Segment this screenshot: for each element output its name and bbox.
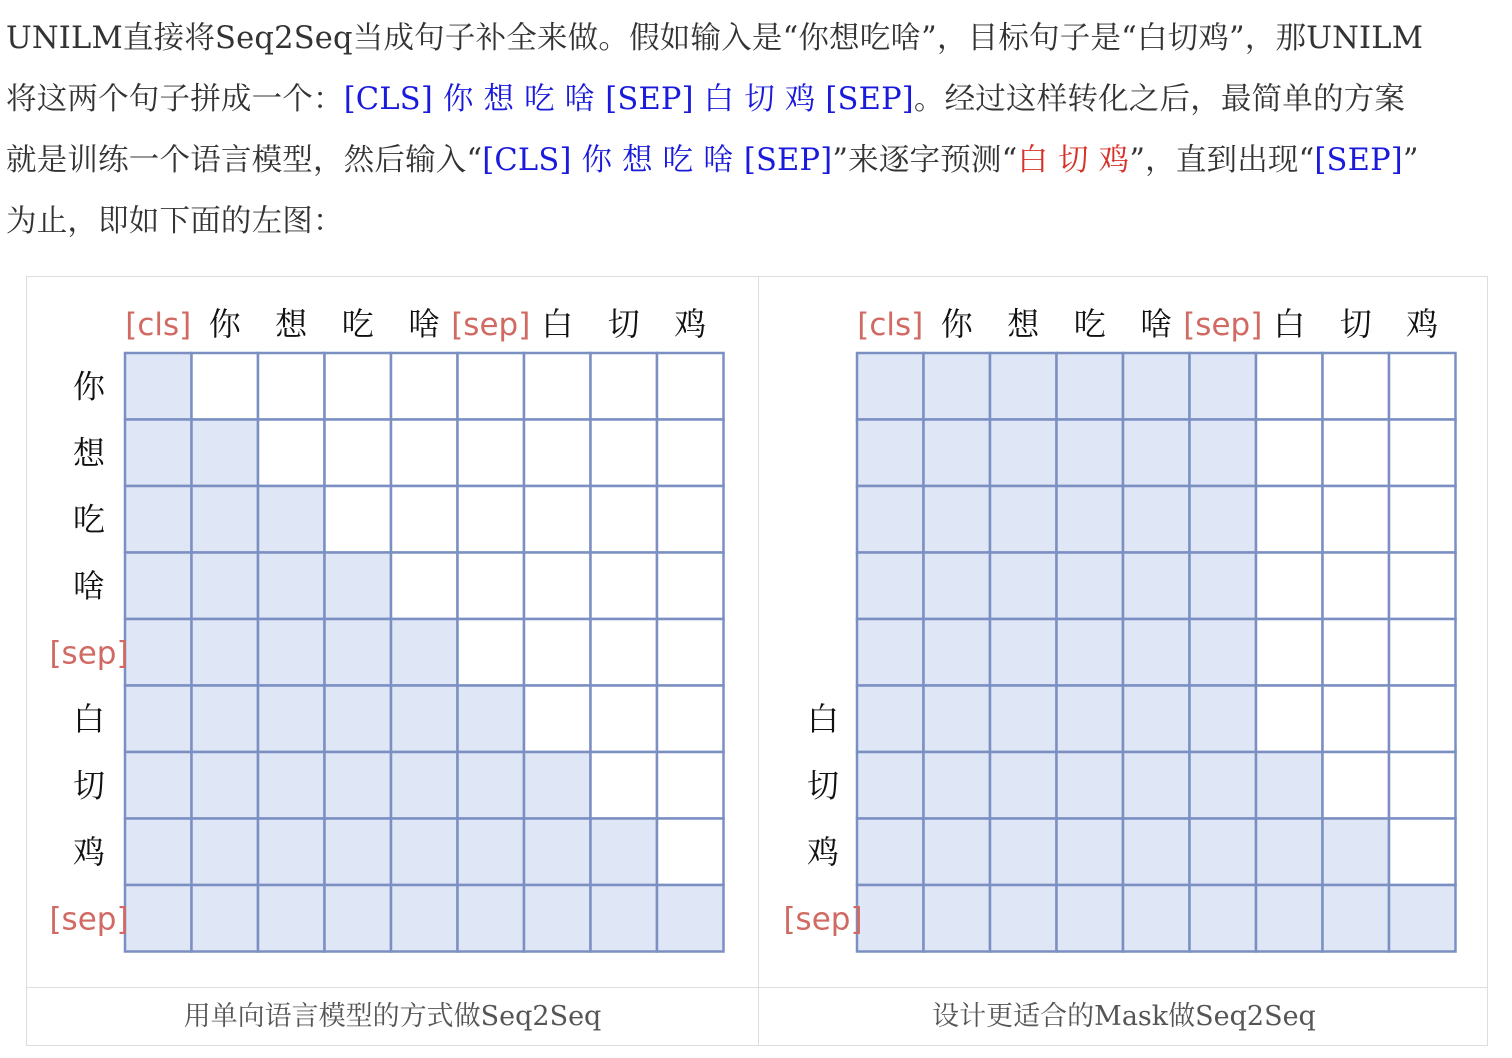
- mask-cell-visible: [990, 619, 1057, 686]
- mask-cell-visible: [990, 819, 1057, 886]
- mask-cell-visible: [125, 752, 192, 819]
- mask-cell-masked: [1256, 553, 1323, 620]
- row-label: [sep]: [783, 901, 863, 938]
- mask-cell-masked: [591, 353, 658, 420]
- mask-cell-masked: [1389, 486, 1456, 553]
- paragraph-line-2: [6, 69, 1510, 130]
- column-label: 啥: [1140, 305, 1173, 343]
- mask-cell-visible: [857, 819, 924, 886]
- mask-cell-visible: [857, 353, 924, 420]
- mask-cell-visible: [125, 353, 192, 420]
- mask-cell-visible: [125, 619, 192, 686]
- mask-cell-visible: [1123, 819, 1190, 886]
- mask-cell-visible: [857, 686, 924, 753]
- mask-cell-visible: [924, 885, 991, 952]
- mask-cell-visible: [391, 619, 458, 686]
- paragraph-text: 将这两个句子拼成一个：: [6, 82, 344, 117]
- figure: [26, 276, 1488, 1046]
- mask-cell-visible: [125, 885, 192, 952]
- mask-cell-visible: [1057, 553, 1124, 620]
- mask-cell-visible: [990, 353, 1057, 420]
- mask-cell-visible: [924, 619, 991, 686]
- mask-cell-visible: [924, 752, 991, 819]
- mask-cell-masked: [192, 353, 259, 420]
- mask-cell-visible: [1256, 885, 1323, 952]
- mask-cell-visible: [458, 686, 525, 753]
- mask-cell-visible: [1123, 752, 1190, 819]
- mask-cell-masked: [258, 420, 325, 487]
- mask-cell-masked: [1389, 420, 1456, 487]
- paragraph-text: ”: [1402, 143, 1419, 178]
- mask-cell-visible: [990, 686, 1057, 753]
- mask-cell-masked: [1323, 686, 1390, 753]
- row-label: 白: [72, 699, 106, 738]
- mask-cell-masked: [524, 619, 591, 686]
- mask-cell-visible: [258, 619, 325, 686]
- mask-cell-masked: [1389, 619, 1456, 686]
- mask-cell-visible: [1323, 819, 1390, 886]
- mask-cell-visible: [1057, 686, 1124, 753]
- mask-cell-masked: [657, 353, 724, 420]
- mask-cell-masked: [1389, 553, 1456, 620]
- mask-cell-visible: [524, 885, 591, 952]
- mask-cell-visible: [1256, 819, 1323, 886]
- mask-cell-masked: [657, 686, 724, 753]
- mask-cell-masked: [1256, 353, 1323, 420]
- mask-cell-masked: [524, 486, 591, 553]
- row-label: [sep]: [49, 901, 129, 938]
- panel-divider: [758, 277, 759, 1045]
- mask-cell-visible: [924, 486, 991, 553]
- mask-cell-visible: [990, 553, 1057, 620]
- mask-cell-visible: [458, 819, 525, 886]
- mask-cell-visible: [125, 819, 192, 886]
- mask-cell-masked: [1389, 353, 1456, 420]
- column-label: 想: [1007, 305, 1040, 343]
- mask-cell-masked: [591, 420, 658, 487]
- mask-cell-visible: [325, 819, 392, 886]
- mask-cell-visible: [125, 486, 192, 553]
- row-label: [sep]: [49, 635, 129, 672]
- mask-cell-visible: [1057, 885, 1124, 952]
- mask-cell-visible: [325, 885, 392, 952]
- column-label: 你: [208, 305, 241, 343]
- mask-cell-visible: [192, 686, 259, 753]
- mask-cell-masked: [258, 353, 325, 420]
- paragraph-line-3: [6, 130, 1510, 191]
- column-label: [cls]: [125, 307, 192, 343]
- mask-cell-masked: [1323, 420, 1390, 487]
- mask-cell-masked: [458, 553, 525, 620]
- mask-cell-masked: [524, 420, 591, 487]
- column-label: 切: [1339, 305, 1372, 343]
- column-label: 想: [275, 305, 308, 343]
- mask-cell-masked: [1323, 752, 1390, 819]
- mask-cell-visible: [1057, 752, 1124, 819]
- mask-cell-masked: [657, 553, 724, 620]
- row-label: 吃: [72, 500, 106, 539]
- row-label: 你: [72, 367, 106, 406]
- row-label: 鸡: [806, 832, 840, 871]
- mask-cell-visible: [125, 420, 192, 487]
- caption-right: 设计更适合的Mask做Seq2Seq: [932, 1001, 1316, 1032]
- mask-cell-visible: [391, 885, 458, 952]
- mask-cell-masked: [1323, 553, 1390, 620]
- mask-cell-masked: [458, 353, 525, 420]
- column-label: 吃: [341, 305, 374, 343]
- row-label: 想: [72, 433, 106, 472]
- mask-cell-visible: [258, 686, 325, 753]
- mask-cell-visible: [1190, 686, 1257, 753]
- paragraph-text: 为止，即如下面的左图：: [6, 204, 344, 239]
- mask-cell-masked: [1389, 686, 1456, 753]
- mask-cell-visible: [1190, 819, 1257, 886]
- mask-cell-masked: [1323, 619, 1390, 686]
- mask-cell-masked: [657, 619, 724, 686]
- mask-cell-visible: [391, 819, 458, 886]
- mask-cell-visible: [192, 553, 259, 620]
- mask-cell-visible: [924, 686, 991, 753]
- mask-cell-masked: [524, 686, 591, 753]
- mask-cell-masked: [1256, 686, 1323, 753]
- mask-cell-visible: [990, 486, 1057, 553]
- mask-cell-visible: [990, 885, 1057, 952]
- mask-cell-visible: [1190, 752, 1257, 819]
- mask-cell-visible: [458, 885, 525, 952]
- mask-cell-visible: [192, 486, 259, 553]
- mask-cell-visible: [192, 819, 259, 886]
- mask-cell-visible: [1057, 353, 1124, 420]
- column-label: [cls]: [857, 307, 924, 343]
- mask-cell-visible: [125, 686, 192, 753]
- column-label: 切: [607, 305, 640, 343]
- mask-cell-masked: [657, 752, 724, 819]
- mask-cell-visible: [591, 885, 658, 952]
- mask-cell-visible: [258, 819, 325, 886]
- row-label: 啥: [72, 566, 106, 605]
- mask-cell-visible: [591, 819, 658, 886]
- mask-cell-visible: [192, 885, 259, 952]
- column-label: 白: [541, 305, 574, 343]
- column-label: 鸡: [674, 305, 707, 343]
- mask-cell-masked: [591, 553, 658, 620]
- mask-cell-visible: [990, 420, 1057, 487]
- row-label: 白: [806, 699, 840, 738]
- paragraph-text: UNILM直接将Seq2Seq当成句子补全来做。假如输入是“你想吃啥”，目标句子是“白切鸡”，那UNILM: [6, 21, 1424, 56]
- mask-cell-visible: [1323, 885, 1390, 952]
- mask-cell-masked: [1389, 819, 1456, 886]
- mask-cell-visible: [857, 619, 924, 686]
- mask-cell-masked: [325, 420, 392, 487]
- mask-cell-visible: [857, 420, 924, 487]
- mask-cell-visible: [1190, 885, 1257, 952]
- mask-cell-visible: [524, 752, 591, 819]
- mask-cell-masked: [524, 353, 591, 420]
- column-label: 鸡: [1406, 305, 1439, 343]
- mask-cell-visible: [325, 686, 392, 753]
- mask-matrix-right: [783, 305, 1455, 952]
- column-label: [sep]: [451, 307, 531, 343]
- mask-cell-visible: [258, 752, 325, 819]
- mask-cell-visible: [1123, 619, 1190, 686]
- mask-cell-masked: [657, 819, 724, 886]
- row-label: 切: [72, 766, 106, 805]
- column-label: 啥: [408, 305, 441, 343]
- highlight-input: [CLS] 你 想 吃 啥 [SEP]: [482, 143, 833, 178]
- mask-cell-masked: [458, 486, 525, 553]
- mask-cell-visible: [924, 553, 991, 620]
- mask-cell-masked: [1256, 420, 1323, 487]
- column-label: 白: [1273, 305, 1306, 343]
- mask-cell-visible: [1123, 686, 1190, 753]
- mask-cell-visible: [391, 752, 458, 819]
- mask-cell-visible: [258, 553, 325, 620]
- paragraph-text: 。经过这样转化之后，最简单的方案: [913, 82, 1406, 117]
- mask-cell-visible: [1190, 420, 1257, 487]
- mask-cell-visible: [924, 819, 991, 886]
- column-label: [sep]: [1183, 307, 1263, 343]
- mask-cell-visible: [857, 752, 924, 819]
- paragraph-line-4: [6, 191, 1510, 252]
- mask-cell-masked: [591, 752, 658, 819]
- mask-cell-masked: [657, 486, 724, 553]
- mask-cell-visible: [258, 486, 325, 553]
- mask-cell-visible: [1123, 420, 1190, 487]
- mask-cell-masked: [591, 619, 658, 686]
- mask-cell-visible: [1389, 885, 1456, 952]
- mask-cell-visible: [192, 752, 259, 819]
- mask-cell-visible: [1190, 353, 1257, 420]
- mask-cell-visible: [1057, 819, 1124, 886]
- mask-cell-masked: [1323, 486, 1390, 553]
- mask-cell-masked: [391, 553, 458, 620]
- mask-cell-masked: [325, 353, 392, 420]
- intro-paragraph: [6, 8, 1510, 252]
- mask-cell-visible: [458, 752, 525, 819]
- highlight-sequence: [CLS] 你 想 吃 啥 [SEP] 白 切 鸡 [SEP]: [343, 82, 914, 117]
- highlight-sep: [SEP]: [1314, 143, 1403, 178]
- mask-cell-visible: [1057, 619, 1124, 686]
- mask-cell-visible: [391, 686, 458, 753]
- mask-cell-visible: [524, 819, 591, 886]
- mask-cell-masked: [391, 353, 458, 420]
- mask-cell-visible: [857, 553, 924, 620]
- row-label: 鸡: [72, 832, 106, 871]
- mask-cell-masked: [591, 686, 658, 753]
- mask-cell-visible: [1190, 619, 1257, 686]
- paragraph-text: ”来逐字预测“: [832, 143, 1018, 178]
- mask-cell-visible: [125, 553, 192, 620]
- mask-cell-visible: [657, 885, 724, 952]
- mask-cell-visible: [1123, 553, 1190, 620]
- mask-matrix-left: [49, 305, 723, 952]
- mask-cell-visible: [1123, 353, 1190, 420]
- mask-cell-masked: [1256, 619, 1323, 686]
- mask-cell-masked: [325, 486, 392, 553]
- mask-cell-visible: [924, 420, 991, 487]
- mask-cell-visible: [857, 486, 924, 553]
- mask-cell-masked: [591, 486, 658, 553]
- mask-cell-visible: [325, 752, 392, 819]
- mask-cell-visible: [1190, 486, 1257, 553]
- mask-cell-masked: [1323, 353, 1390, 420]
- mask-cell-visible: [1057, 420, 1124, 487]
- paragraph-text: 就是训练一个语言模型，然后输入“: [6, 143, 483, 178]
- mask-cell-masked: [657, 420, 724, 487]
- mask-cell-visible: [990, 752, 1057, 819]
- highlight-target: 白 切 鸡: [1017, 143, 1130, 178]
- mask-cell-masked: [524, 553, 591, 620]
- mask-cell-visible: [1190, 553, 1257, 620]
- column-label: 吃: [1073, 305, 1106, 343]
- mask-cell-visible: [1123, 885, 1190, 952]
- paragraph-text: ”，直到出现“: [1129, 143, 1315, 178]
- mask-cell-visible: [924, 353, 991, 420]
- mask-cell-masked: [458, 619, 525, 686]
- mask-cell-masked: [391, 486, 458, 553]
- mask-cell-visible: [192, 420, 259, 487]
- paragraph-line-1: [6, 8, 1510, 69]
- mask-cell-visible: [325, 553, 392, 620]
- mask-cell-visible: [325, 619, 392, 686]
- mask-cell-visible: [1256, 752, 1323, 819]
- mask-cell-visible: [1123, 486, 1190, 553]
- mask-cell-visible: [1057, 486, 1124, 553]
- mask-cell-masked: [458, 420, 525, 487]
- row-label: 切: [806, 766, 840, 805]
- mask-cell-masked: [391, 420, 458, 487]
- mask-cell-visible: [192, 619, 259, 686]
- caption-left: 用单向语言模型的方式做Seq2Seq: [183, 1001, 602, 1032]
- mask-cell-masked: [1389, 752, 1456, 819]
- column-label: 你: [940, 305, 973, 343]
- mask-cell-masked: [1256, 486, 1323, 553]
- mask-cell-visible: [258, 885, 325, 952]
- mask-cell-visible: [857, 885, 924, 952]
